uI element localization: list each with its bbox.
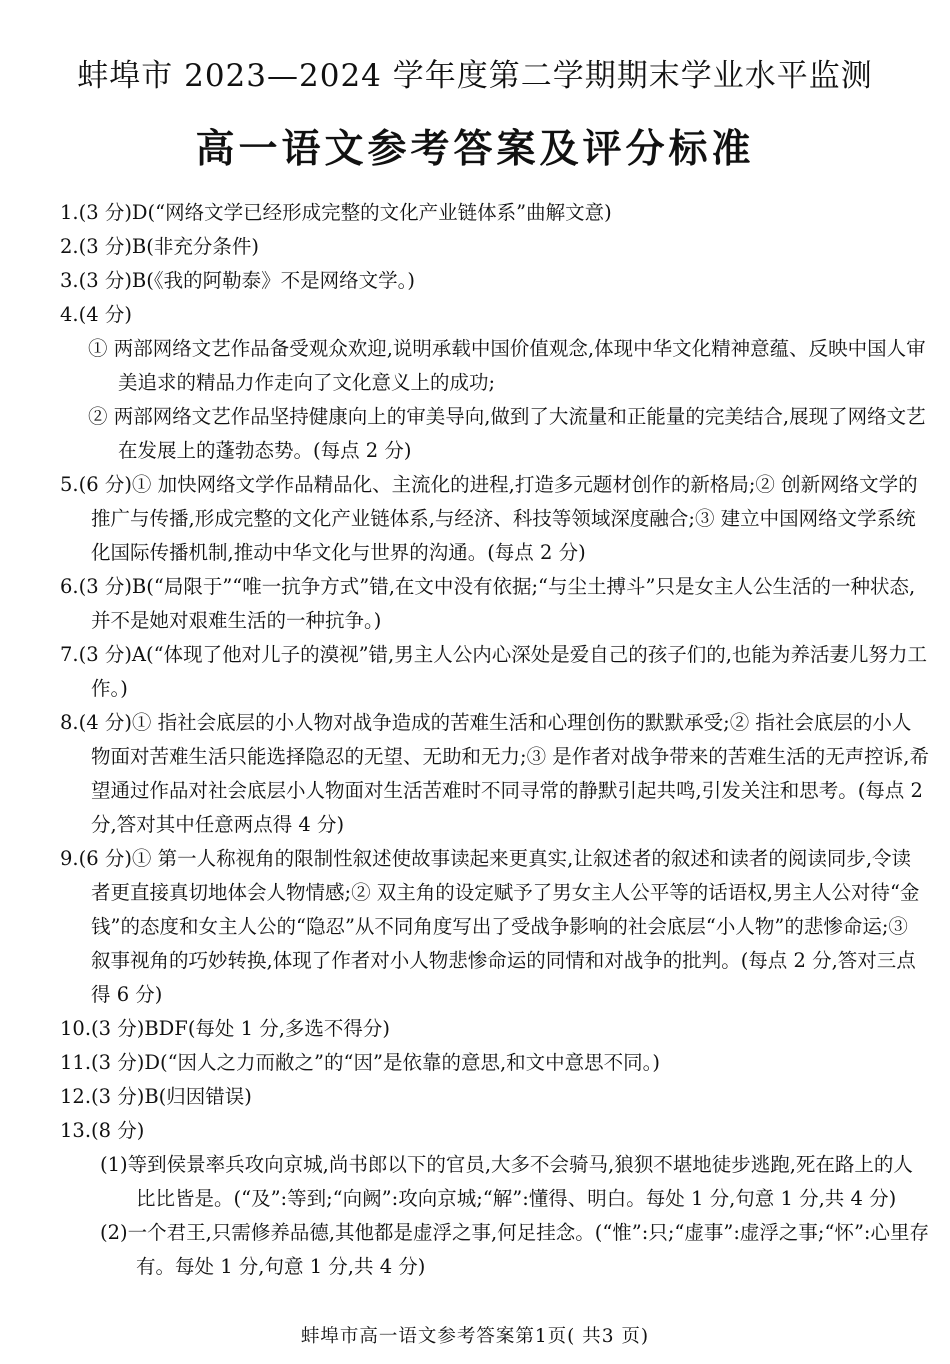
answer-q3: 3.(3 分)B(《我的阿勒泰》不是网络文学。) <box>60 269 415 292</box>
document-subtitle: 高一语文参考答案及评分标准 <box>195 126 755 172</box>
answer-q10: 10.(3 分)BDF(每处 1 分,多选不得分) <box>60 1017 391 1040</box>
answer-q8: 8.(4 分)① 指社会底层的小人物对战争造成的苦难生活和心理创伤的默默承受;② 指社会底层的小人物面对苦难生活只能选择隐忍的无望、无助和无力;③ 是作者对战争带来的苦难生活的无声控诉,希望通过作品对社会底层小人物面对生活苦难时不同寻常的静默引起共鸣,引发关注和思考。(每点 2 分,答对其中任意两点得 4 分) <box>60 711 929 836</box>
answer-q13-head: 13.(8 分) <box>60 1119 145 1142</box>
answer-q5: 5.(6 分)① 加快网络文学作品精品化、主流化的进程,打造多元题材创作的新格局;② 创新网络文学的推广与传播,形成完整的文化产业链体系,与经济、科技等领域深度融合;③ 建立中国网络文学系统化国际传播机制,推动中华文化与世界的沟通。(每点 2 分) <box>60 473 918 564</box>
answer-q6: 6.(3 分)B(“局限于”“唯一抗争方式”错,在文中没有依据;“与尘土搏斗”只是女主人公生活的一种状态,并不是她对艰难生活的一种抗争。) <box>60 575 916 632</box>
answer-list <box>60 196 930 1284</box>
answer-q13-part-1: (1)等到侯景率兵攻向京城,尚书郎以下的官员,大多不会骑马,狼狈不堪地徒步逃跑,死在路上的人比比皆是。(“及”:等到;“向阙”:攻向京城;“解”:懂得、明白。每处 1 分,句意 1 分,共 4 分) <box>100 1153 913 1210</box>
answer-q4-point-1: ① 两部网络文艺作品备受观众欢迎,说明承载中国价值观念,体现中华文化精神意蕴、反映中国人审美追求的精品力作走向了文化意义上的成功; <box>88 337 926 394</box>
page-footer: 蚌埠市高一语文参考答案第1页( 共3 页) <box>300 1326 650 1347</box>
answer-q11: 11.(3 分)D(“因人之力而敝之”的“因”是依靠的意思,和文中意思不同。) <box>60 1051 661 1074</box>
answer-q2: 2.(3 分)B(非充分条件) <box>60 235 259 258</box>
exam-title: 蚌埠市 2023—2024 学年度第二学期期末学业水平监测 <box>77 58 873 94</box>
answer-q12: 12.(3 分)B(归因错误) <box>60 1085 252 1108</box>
answer-q4-point-2: ② 两部网络文艺作品坚持健康向上的审美导向,做到了大流量和正能量的完美结合,展现了网络文艺在发展上的蓬勃态势。(每点 2 分) <box>88 405 926 462</box>
answer-q9: 9.(6 分)① 第一人称视角的限制性叙述使故事读起来更真实,让叙述者的叙述和读者的阅读同步,令读者更直接真切地体会人物情感;② 双主角的设定赋予了男女主人公平等的话语权,男主人公对待“金钱”的态度和女主人公的“隐忍”从不同角度写出了受战争影响的社会底层“小人物”的悲惨命运;③ 叙事视角的巧妙转换,体现了作者对小人物悲惨命运的同情和对战争的批判。(每点 2 分,答对三点得 6 分) <box>60 847 920 1006</box>
answer-q13-part-2: (2)一个君王,只需修养品德,其他都是虚浮之事,何足挂念。(“惟”:只;“虚事”:虚浮之事;“怀”:心里存有。每处 1 分,句意 1 分,共 4 分) <box>100 1221 929 1278</box>
answer-q7: 7.(3 分)A(“体现了他对儿子的漠视”错,男主人公内心深处是爱自己的孩子们的,也能为养活妻儿努力工作。) <box>60 643 927 700</box>
answer-q4-head: 4.(4 分) <box>60 303 132 326</box>
answer-q1: 1.(3 分)D(“网络文学已经形成完整的文化产业链体系”曲解文意) <box>60 201 612 224</box>
